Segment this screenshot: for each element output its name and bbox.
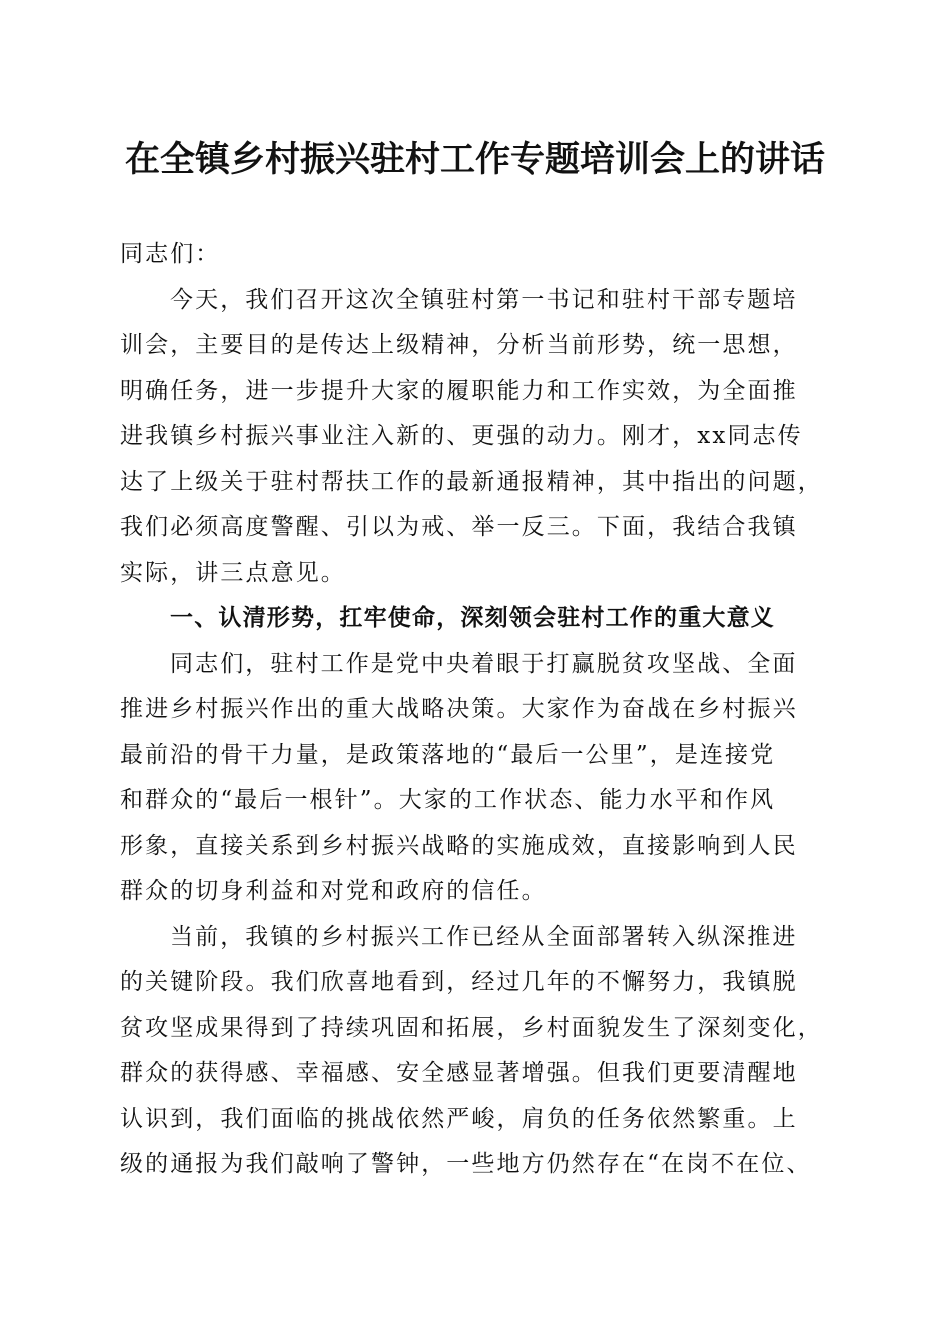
text-line: 和群众的“最后一根针”。大家的工作状态、能力水平和作风: [120, 787, 776, 813]
text-line: 当前，我镇的乡村振兴工作已经从全面部署转入纵深推进: [170, 923, 798, 950]
text-line: 实际，讲三点意见。: [120, 559, 346, 586]
text-line: 级的通报为我们敲响了警钟，一些地方仍然存在“在岗不在位、: [120, 1151, 812, 1177]
text-line: 我们必须高度警醒、引以为戒、举一反三。下面，我结合我镇: [120, 514, 798, 540]
text-line: 同志们：: [120, 241, 221, 267]
text-line: 今天，我们召开这次全镇驻村第一书记和驻村干部专题培: [170, 286, 798, 313]
section-heading: 一、认清形势，扛牢使命，深刻领会驻村工作的重大意义: [170, 605, 775, 631]
text-line: 群众的获得感、幸福感、安全感显著增强。但我们更要清醒地: [120, 1060, 798, 1086]
text-line: 群众的切身利益和对党和政府的信任。: [120, 878, 547, 904]
text-line: 同志们，驻村工作是党中央着眼于打赢脱贫攻坚战、全面: [170, 650, 798, 677]
text-line: 最前沿的骨干力量，是政策落地的“最后一公里”，是连接党: [120, 741, 776, 768]
text-line: 贫攻坚成果得到了持续巩固和拓展，乡村面貌发生了深刻变化，: [120, 1014, 823, 1041]
text-line: 明确任务，进一步提升大家的履职能力和工作实效，为全面推: [120, 377, 798, 404]
text-line: 的关键阶段。我们欣喜地看到，经过几年的不懈努力，我镇脱: [120, 969, 798, 995]
text-line: 形象，直接关系到乡村振兴战略的实施成效，直接影响到人民: [120, 832, 798, 859]
text-line: 进我镇乡村振兴事业注入新的、更强的动力。刚才，xx同志传: [120, 423, 803, 449]
text-line: 训会，主要目的是传达上级精神，分析当前形势，统一思想，: [120, 332, 798, 358]
text-line: 推进乡村振兴作出的重大战略决策。大家作为奋战在乡村振兴: [120, 696, 798, 722]
text-line: 认识到，我们面临的挑战依然严峻，肩负的任务依然繁重。上: [120, 1105, 798, 1132]
document-title: 在全镇乡村振兴驻村工作专题培训会上的讲话: [124, 139, 825, 180]
text-line: 达了上级关于驻村帮扶工作的最新通报精神，其中指出的问题，: [120, 468, 823, 495]
document-body: [120, 232, 840, 1188]
